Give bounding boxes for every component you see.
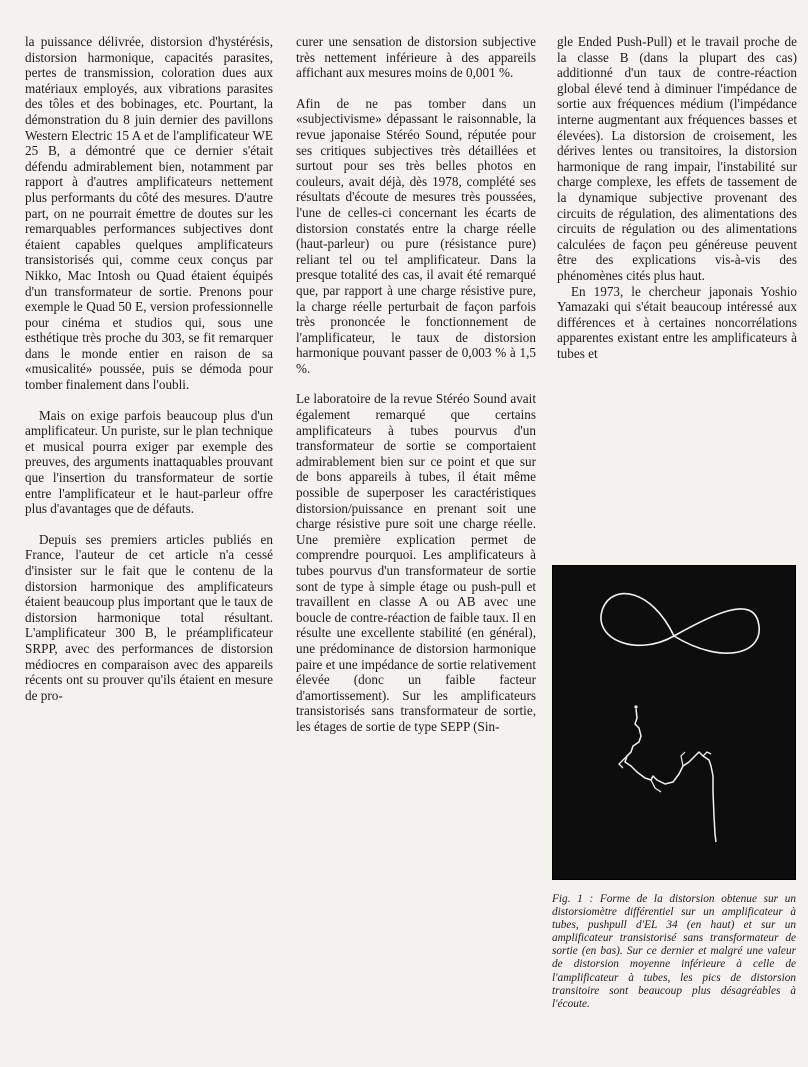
paragraph: Afin de ne pas tomber dans un «subjectivisme» dépassant le raisonnable, la revue japonaise Stéréo Sound, réputée pour ses critiques subjectives très détaillées et surtout pour ses très belles photos en couleurs, avait déjà, dès 1978, complété ses résultats d'écoute de mesures très poussées, l'une de celles-ci concernant les écarts de distorsion constatés entre la charge réelle (haut-parleur) ou pure (résistance pure) reliant tel ou tel amplificateur. Dans la presque totalité des cas, il avait été remarqué que, par rapport à une charge résistive pure, la charge réelle perturbait de façon parfois très prononcée le fonctionnement de l'amplificateur, le taux de distorsion harmonique pouvant passer de 0,003 % à 1,5 %. bbox=[296, 95, 536, 376]
distortion-waveforms bbox=[553, 566, 795, 879]
column-3 bbox=[557, 34, 797, 361]
paragraph: curer une sensation de distorsion subjective très nettement inférieure à des appareils affichant aux mesures moins de 0,001 %. bbox=[296, 34, 536, 81]
column-1 bbox=[25, 34, 273, 703]
transistor-amplifier-waveform bbox=[625, 709, 716, 842]
paragraph: Mais on exige parfois beaucoup plus d'un amplificateur. Un puriste, sur le plan technique et musical pourra exiger par exemple des preuves, des arguments inattaquables prouvant que l'insertion du transformateur de sortie entre l'amplificateur et le haut-parleur offre plus d'avantages que de défauts. bbox=[25, 407, 273, 517]
tube-amplifier-waveform bbox=[601, 594, 759, 654]
oscilloscope-figure bbox=[552, 565, 796, 880]
paragraph: En 1973, le chercheur japonais Yoshio Yamazaki qui s'était beaucoup intéressé aux différences et à certaines noncorrélations apparentes existant entre les amplificateurs à tubes et bbox=[557, 283, 797, 361]
paragraph: la puissance délivrée, distorsion d'hystérésis, distorsion harmonique, capacités parasites, pertes de transmission, coloration dues aux matériaux employés, aux vibrations parasites des tôles et des bobinages, etc. Pourtant, la démonstration du 8 juin dernier des pavillons Western Electric 15 A et de l'amplificateur WE 25 B, a démontré que ce dernier s'était défendu admirablement bien, notamment par rapport à d'autres amplificateurs nettement plus performants du côté des mesures. D'autre part, on ne pourrait émettre de doutes sur les remarquables performances subjectives dont étaient capables quelques amplificateurs transistorisés qui, comme ceux conçus par Nikko, Mac Intosh ou Quad étaient équipés d'un transformateur de sortie. Prenons pour exemple le Quad 50 E, version professionnelle pour cinéma et studios qui, sous une esthétique très proche du 303, se fit remarquer dans le monde entier en raison de sa «musicalité» poussée, puis se démoda pour tomber finalement dans l'oubli. bbox=[25, 34, 273, 393]
paragraph: Depuis ses premiers articles publiés en France, l'auteur de cet article n'a cessé d'insister sur le fait que le contenu de la distorsion harmonique des amplificateurs étaient beaucoup plus important que le taux de distorsion harmonique total résultant. L'amplificateur 300 B, le préamplificateur SRPP, avec des performances de distorsion médiocres en comparaison avec des appareils récents ont su prouver qu'ils étaient en mesure de pro- bbox=[25, 531, 273, 703]
paragraph: gle Ended Push-Pull) et le travail proche de la classe B (dans la plupart des cas) additionné d'un taux de contre-réaction global élevé tend à diminuer l'impédance de sortie aux fréquences médium (l'impédance interne augmentant aux fréquences basses et élevées). La distorsion de croisement, les dérives lentes ou transitoires, la distorsion harmonique de rang impair, l'instabilité sur charge complexe, les effets de tassement de la dynamique subjective provenant des circuits de régulation, des alimentations des circuits de régulation ou des alimentations calculées de façon peu généreuse peuvent être des explications vis-à-vis des phénomènes cités plus haut. bbox=[557, 34, 797, 283]
column-2 bbox=[296, 34, 536, 735]
paragraph: Le laboratoire de la revue Stéréo Sound avait également remarqué que certains amplificateurs à tubes pourvus d'un transformateur de sortie se comportaient admirablement bien sur ce point et que sur de bons appareils à tubes, il était même possible de superposer les caractéristiques distorsion/puissance en prenant soit une charge résistive pure soit une charge réelle. Une première explication permet de comprendre pourquoi. Les amplificateurs à tubes pourvus d'un transformateur de sortie sont de type à simple étage ou push-pull et travaillent en classe A ou AB avec une boucle de contre-réaction de faible taux. Il en résulte une excellente stabilité (en général), une prédominance de distorsion harmonique paire et une impédance de sortie relativement élevée (donc un faible facteur d'amortissement). Sur les amplificateurs transistorisés sans transformateur de sortie, les étages de sortie de type SEPP (Sin- bbox=[296, 391, 536, 734]
figure-caption: Fig. 1 : Forme de la distorsion obtenue sur un distorsiomètre différentiel sur un amplificateur à tubes, pushpull d'EL 34 (en haut) et sur un amplificateur transistorisé sans transformateur de sortie (en bas). Sur ce dernier et malgré une valeur de distorsion moyenne inférieure à celle de l'amplificateur à tubes, les pics de distorsion transitoire sont beaucoup plus désagréables à l'écoute. bbox=[552, 893, 796, 1010]
